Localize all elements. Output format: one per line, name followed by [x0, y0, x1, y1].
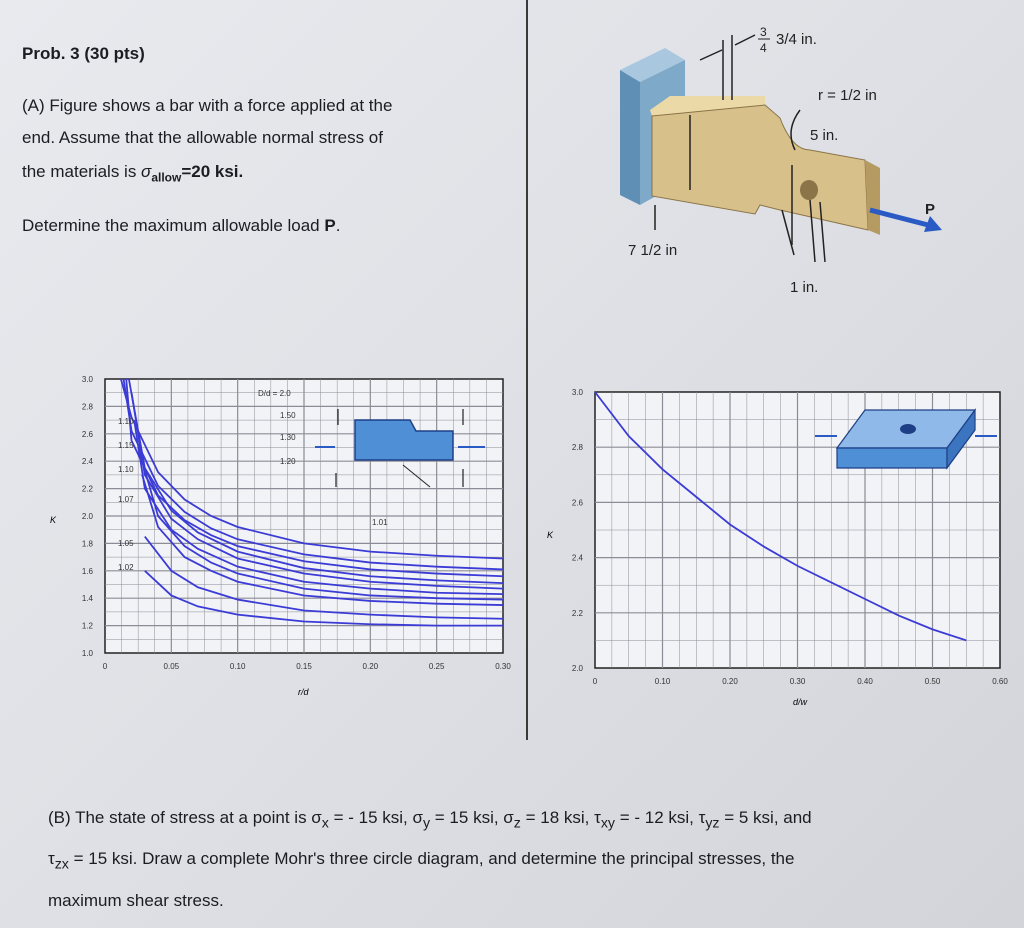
part-b-segment: = 15 ksi. Draw a complete Mohr's three circle diagram, and determine the principal stresses, the — [68, 849, 795, 869]
y-tick-label: 2.2 — [81, 484, 93, 494]
column-divider — [526, 0, 528, 740]
fillet-chart-x-label: r/d — [298, 687, 309, 697]
x-tick-label: 0 — [592, 677, 598, 686]
curve-label: 1.05 — [118, 539, 134, 548]
curve-label: 1.10 — [118, 417, 134, 426]
x-tick-label: 0.10 — [654, 677, 671, 686]
x-tick-label: 0 — [102, 662, 108, 671]
hole-chart-y-label: K — [547, 530, 554, 540]
sub-z: z — [513, 815, 521, 832]
curve-label: 1.10 — [118, 465, 134, 474]
load-label: P — [925, 201, 936, 218]
curve-label: D/d = 2.0 — [258, 389, 291, 398]
y-tick-label: 3.0 — [81, 375, 93, 384]
y-tick-label: 2.0 — [571, 664, 583, 673]
part-b-segment: = 18 ksi, τ — [520, 808, 601, 827]
fillet-stress-concentration-chart — [40, 365, 520, 710]
width-small-label: 5 in. — [810, 127, 839, 144]
y-tick-label: 1.6 — [81, 566, 93, 576]
y-tick-label: 2.4 — [81, 457, 93, 467]
curve-label: 1.01 — [372, 518, 388, 527]
y-tick-label: 2.4 — [571, 553, 583, 563]
load-symbol: P — [324, 216, 336, 235]
part-b-segment: = 15 ksi, σ — [430, 808, 514, 827]
part-a-line-2: end. Assume that the allowable normal stress of — [22, 128, 383, 147]
part-b-segment: = - 15 ksi, σ — [328, 808, 423, 827]
allowable-stress-value: =20 ksi. — [181, 162, 244, 181]
part-b-line-3: maximum shear stress. — [48, 890, 224, 910]
hole-stress-concentration-chart — [545, 380, 1015, 715]
x-tick-label: 0.40 — [857, 677, 873, 686]
radius-label: r = 1/2 in — [818, 87, 877, 104]
curve-label: 1.07 — [118, 495, 134, 504]
fillet-chart-y-label: K — [50, 515, 57, 525]
y-tick-label: 1.2 — [81, 621, 93, 631]
steel-bar — [650, 96, 880, 235]
curve-label: 1.50 — [280, 411, 296, 420]
part-b-line-2 — [48, 841, 1018, 882]
x-tick-label: 0.10 — [229, 662, 246, 671]
sigma-subscript: allow — [151, 170, 182, 185]
sigma-symbol: σ — [141, 162, 152, 181]
curve-label: 1.30 — [280, 433, 296, 442]
sub-yz: yz — [705, 815, 720, 832]
problem-title: Prob. 3 (30 pts) — [22, 44, 145, 63]
y-tick-label: 2.8 — [571, 443, 583, 453]
part-b-segment: = 5 ksi, and — [719, 808, 812, 827]
x-tick-label: 0.30 — [789, 677, 806, 686]
fillet-chart-grid — [105, 379, 503, 653]
y-tick-label: 2.8 — [81, 402, 93, 412]
curve-label: 1.02 — [118, 563, 134, 572]
y-tick-label: 2.6 — [571, 498, 583, 508]
svg-text:4: 4 — [760, 41, 767, 55]
x-tick-label: 0.25 — [428, 662, 445, 671]
y-tick-label: 2.0 — [81, 512, 93, 521]
curve-label: 1.20 — [280, 457, 296, 466]
bar-figure — [580, 0, 1020, 310]
x-tick-label: 0.20 — [362, 662, 379, 671]
part-b-line-1 — [48, 800, 1018, 841]
part-b-segment: τ — [48, 849, 55, 869]
part-b-text — [48, 800, 1018, 919]
part-a-line-3 — [22, 156, 522, 193]
part-a-line-4 — [22, 210, 522, 242]
y-tick-label: 1.0 — [81, 649, 93, 658]
sub-y: y — [422, 815, 431, 832]
curve-label: 1.15 — [118, 441, 134, 450]
part-b-segment: = - 12 ksi, τ — [614, 808, 706, 827]
y-tick-label: 3.0 — [571, 388, 583, 397]
sub-xy: xy — [600, 815, 615, 832]
x-tick-label: 0.50 — [924, 677, 941, 686]
hole-chart-x-label: d/w — [793, 697, 808, 707]
y-tick-label: 2.6 — [81, 429, 93, 439]
part-a-question: Determine the maximum allowable load — [22, 216, 325, 235]
part-a-line-3-prefix: the materials is — [22, 162, 142, 181]
width-large-label: 7 1/2 in — [628, 242, 678, 259]
y-tick-label: 1.8 — [81, 539, 93, 549]
part-a-line-1: (A) Figure shows a bar with a force applied at the — [22, 96, 393, 115]
thickness-fraction: 3 — [760, 25, 767, 39]
x-tick-label: 0.30 — [495, 662, 511, 671]
thickness-label: 3/4 in. — [776, 31, 817, 48]
x-tick-label: 0.60 — [992, 677, 1008, 686]
y-tick-label: 1.4 — [81, 594, 93, 604]
sub-x: x — [321, 815, 329, 832]
x-tick-label: 0.20 — [722, 677, 738, 686]
y-tick-label: 2.2 — [571, 608, 583, 618]
part-b-segment: (B) The state of stress at a point is σ — [48, 808, 322, 827]
bar-hole — [800, 180, 818, 200]
part-a-period: . — [335, 216, 341, 235]
x-tick-label: 0.15 — [296, 662, 312, 671]
x-tick-label: 0.05 — [163, 662, 180, 671]
sub-zx: zx — [54, 856, 69, 873]
hole-label: 1 in. — [790, 279, 819, 296]
